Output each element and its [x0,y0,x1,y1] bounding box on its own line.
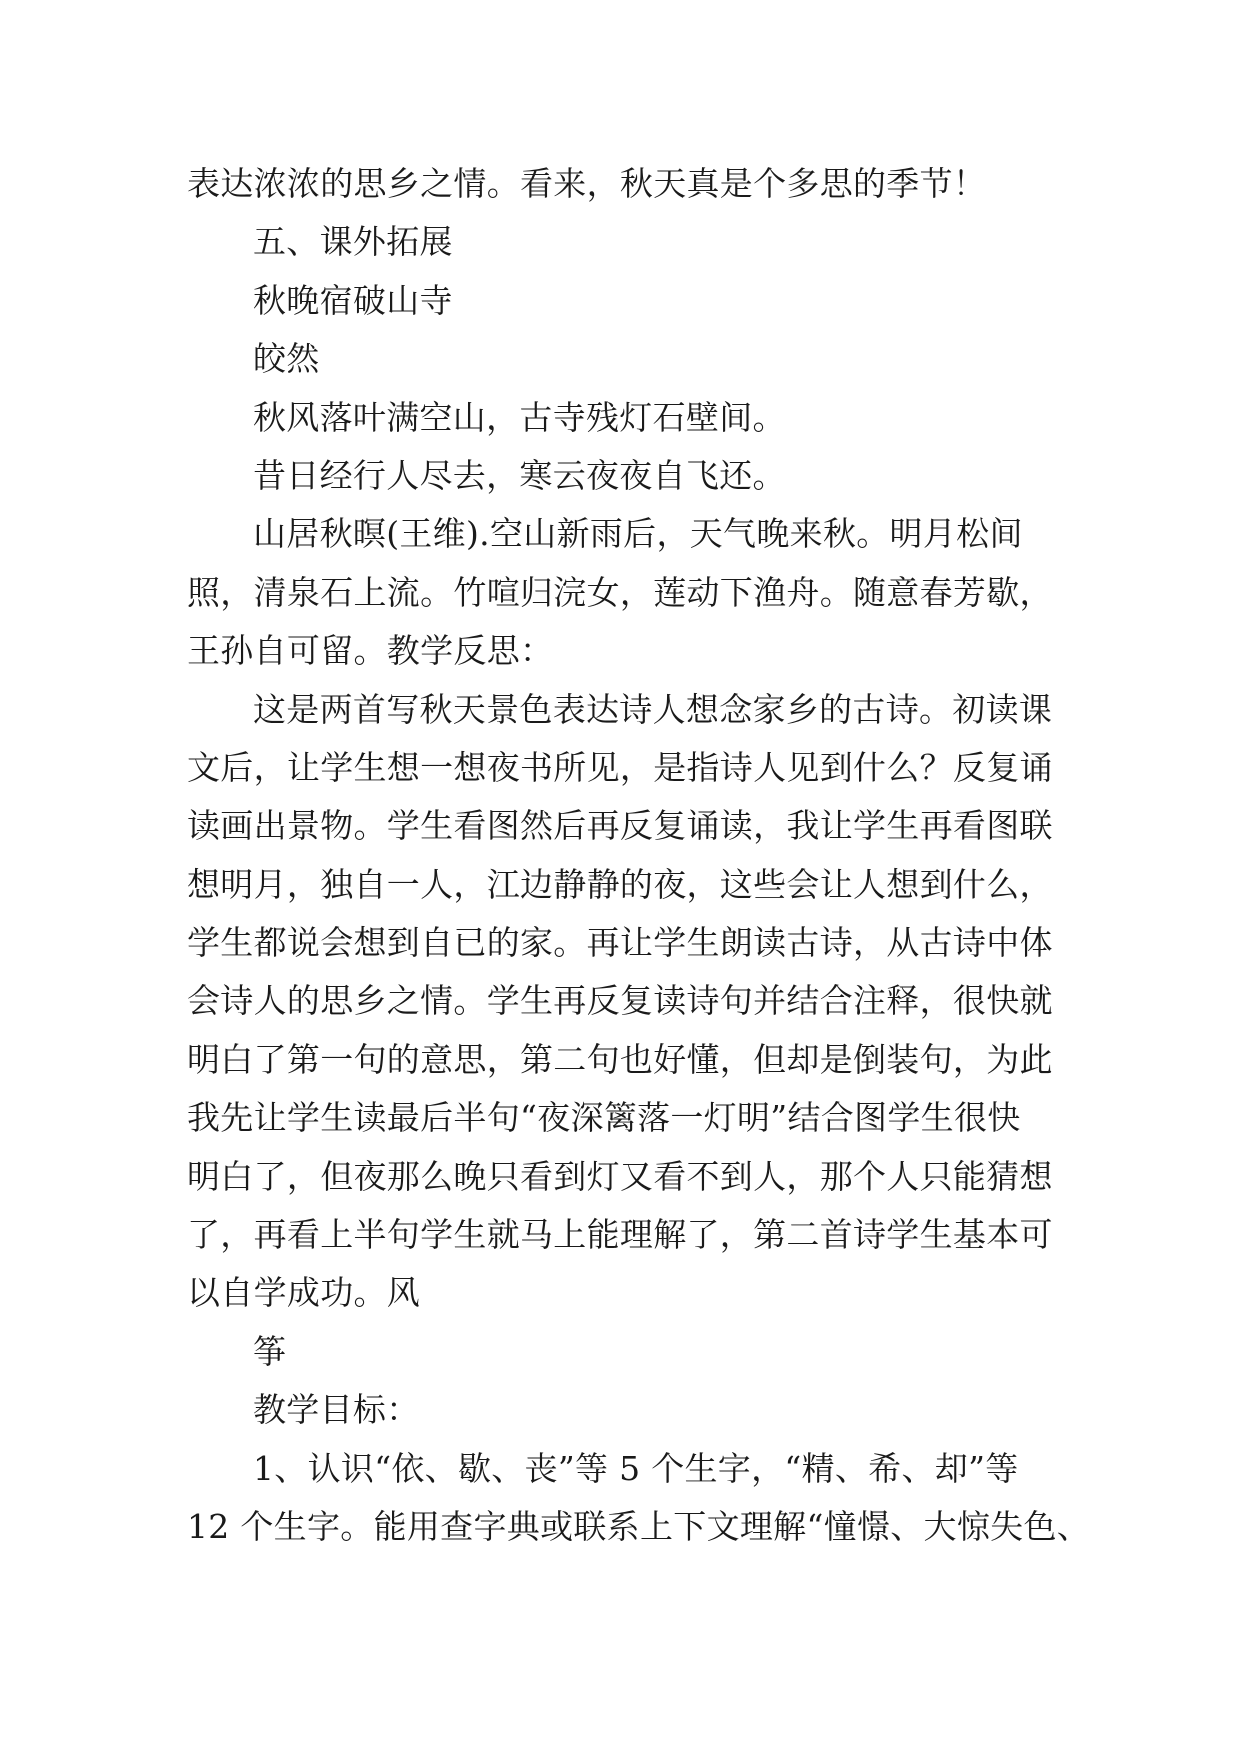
text-line: 我先让学生读最后半句“夜深篱落一灯明”结合图学生很快 [187,1098,1021,1138]
poem-line-text: 秋风落叶满空山，古寺残灯石壁间。 [253,397,786,437]
poem-title [187,272,1087,330]
text-line: 文后，让学生想一想夜书所见，是指诗人见到什么？反复诵 [187,747,1053,787]
poem-line [187,389,1087,447]
text-line: 以自学成功。风 [187,1273,421,1313]
text-line: 明白了第一句的意思，第二句也好懂，但却是倒装句，为此 [187,1039,1053,1079]
document-body [187,155,1091,1556]
section-heading-text: 五、课外拓展 [253,222,453,262]
text-line: 表达浓浓的思乡之情。看来，秋天真是个多思的季节！ [187,164,987,203]
paragraph-continuation [187,155,1087,213]
text-line: 王孙自可留。教学反思： [187,631,554,671]
reflection-paragraph [187,681,1087,1323]
poem-author-text: 皎然 [253,339,320,379]
poem-line-text: 昔日经行人尽去，寒云夜夜自飞还。 [253,455,786,495]
text-line: 明白了，但夜那么晚只看到灯又看不到人，那个人只能猜想 [187,1156,1053,1196]
poem-line [187,447,1087,505]
text-line: 12 个生字。能用查字典或联系上下文理解“憧憬、大惊失色、 [187,1506,1091,1546]
section-heading [187,213,1087,271]
text-line: 照，清泉石上流。竹喧归浣女，莲动下渔舟。随意春芳歇， [187,572,1053,612]
text-line: 这是两首写秋天景色表达诗人想念家乡的古诗。初读课 [253,689,1053,729]
text-line: 想明月，独自一人，江边静静的夜，这些会让人想到什么， [187,864,1053,904]
lesson-title-part [187,1323,1087,1381]
text-line: 山居秋暝(王维).空山新雨后，天气晚来秋。明月松间 [253,514,1023,554]
objective-item [187,1440,1091,1557]
text-line: 筝 [253,1331,287,1371]
poem-paragraph [187,505,1087,680]
objectives-heading-text: 教学目标： [253,1390,420,1430]
poem-title-text: 秋晚宿破山寺 [253,280,453,320]
text-line: 了，再看上半句学生就马上能理解了，第二首诗学生基本可 [187,1215,1053,1255]
poem-author [187,330,1087,388]
text-line: 读画出景物。学生看图然后再反复诵读，我让学生再看图联 [187,806,1053,846]
text-line: 1、认识“依、歇、丧”等 5 个生字，“精、希、却”等 [253,1448,1019,1488]
text-line: 会诗人的思乡之情。学生再反复读诗句并结合注释，很快就 [187,981,1053,1021]
objectives-heading [187,1381,1087,1439]
text-line: 学生都说会想到自已的家。再让学生朗读古诗，从古诗中体 [187,923,1053,963]
